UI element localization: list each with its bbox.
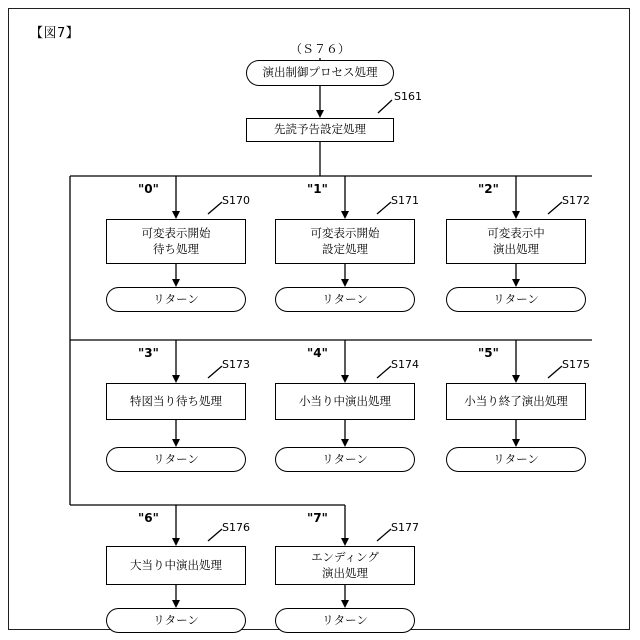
step-id-s171: S171 (391, 194, 419, 207)
process-box-s172: 可変表示中 演出処理 (446, 219, 586, 264)
branch-case-3: "3" (138, 346, 159, 360)
return-node-s176: リターン (106, 608, 246, 633)
step-id-s161: S161 (394, 90, 422, 103)
top-step-id: （Ｓ７６） (290, 42, 351, 56)
step-id-s170: S170 (222, 194, 250, 207)
page-border (8, 8, 630, 630)
step-id-s173: S173 (222, 358, 250, 371)
step-id-s172: S172 (562, 194, 590, 207)
return-node-s175: リターン (446, 447, 586, 472)
return-node-s170: リターン (106, 287, 246, 312)
figure-label: 【図7】 (30, 26, 80, 41)
return-node-s174: リターン (275, 447, 415, 472)
return-node-s173: リターン (106, 447, 246, 472)
process-box-s174: 小当り中演出処理 (275, 383, 415, 420)
return-node-s171: リターン (275, 287, 415, 312)
return-node-s172: リターン (446, 287, 586, 312)
branch-case-4: "4" (307, 346, 328, 360)
step-id-s175: S175 (562, 358, 590, 371)
step-id-s174: S174 (391, 358, 419, 371)
return-node-s177: リターン (275, 608, 415, 633)
branch-case-7: "7" (307, 511, 328, 525)
process-box-s177: エンディング 演出処理 (275, 546, 415, 585)
step-id-s177: S177 (391, 521, 419, 534)
process-box-s176: 大当り中演出処理 (106, 546, 246, 585)
branch-case-6: "6" (138, 511, 159, 525)
step-id-s176: S176 (222, 521, 250, 534)
branch-case-0: "0" (138, 182, 159, 196)
process-box-s171: 可変表示開始 設定処理 (275, 219, 415, 264)
start-node: 演出制御プロセス処理 (246, 60, 394, 86)
process-box-s175: 小当り終了演出処理 (446, 383, 586, 420)
process-box-s173: 特図当り待ち処理 (106, 383, 246, 420)
branch-case-5: "5" (478, 346, 499, 360)
branch-case-2: "2" (478, 182, 499, 196)
process-box-s161: 先読予告設定処理 (246, 118, 394, 142)
branch-case-1: "1" (307, 182, 328, 196)
process-box-s170: 可変表示開始 待ち処理 (106, 219, 246, 264)
